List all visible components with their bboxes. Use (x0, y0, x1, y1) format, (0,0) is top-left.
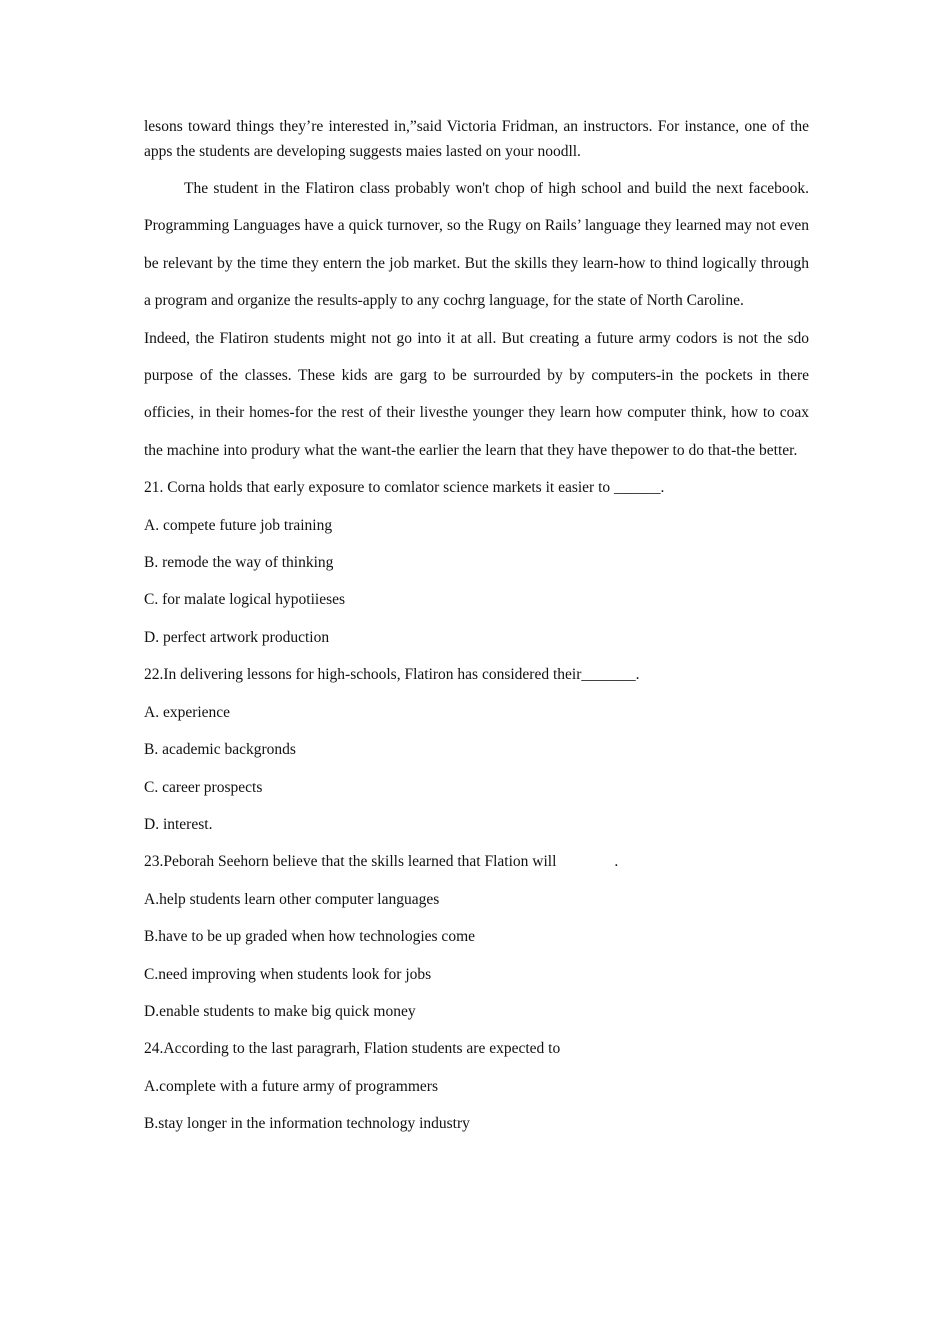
question-21 (144, 469, 809, 656)
option-b: B. remode the way of thinking (144, 554, 334, 572)
option-d: D. perfect artwork production (144, 628, 330, 646)
question-24 (144, 1030, 809, 1142)
passage-paragraph-1: The student in the Flatiron class probably won't chop of high school and build the next facebook. Programming Languages have a quick turnover, so the Rugy on Rails’ language they learned may not even be relevant by the time they entern the job market. But the skills they learn-how to thind logically through a program and organize the results-apply to any cochrg language, for the state of North Caroline. (144, 180, 809, 310)
question-22 (144, 656, 809, 843)
question-stem (144, 843, 809, 880)
option-c: C. for malate logical hypotiieses (144, 591, 346, 609)
passage-paragraph-2: Indeed, the Flatiron students might not go into it at all. But creating a future army codors is not the sdo purpose of the classes. These kids are garg to be surrourded by by computers-in the pockets in there officies, in their homes-for the rest of their livesthe younger they learn how computer think, how to coax the machine into produry what the want-the earlier the learn that they have thepower to do that-the better. (144, 329, 809, 459)
option-c: C. career prospects (144, 778, 263, 796)
question-23 (144, 843, 809, 1030)
document-page (144, 114, 809, 1143)
question-stem-text: 23.Peborah Seehorn believe that the skills learned that Flation will (144, 853, 557, 871)
option-b: B.stay longer in the information technology industry (144, 1115, 470, 1133)
option-b: B.have to be up graded when how technologies come (144, 928, 476, 946)
option-a: A. experience (144, 703, 231, 721)
option-a: A.help students learn other computer languages (144, 890, 440, 908)
question-stem: 21. Corna holds that early exposure to comlator science markets it easier to ______. (144, 479, 665, 497)
question-stem-end: . (614, 853, 619, 871)
option-a: A.complete with a future army of programmers (144, 1077, 438, 1095)
option-d: D.enable students to make big quick money (144, 1002, 416, 1020)
option-b: B. academic backgronds (144, 741, 296, 759)
option-c: C.need improving when students look for jobs (144, 965, 432, 983)
question-stem: 22.In delivering lessons for high-schools, Flatiron has considered their_______. (144, 666, 640, 684)
option-a: A. compete future job training (144, 516, 333, 534)
option-d: D. interest. (144, 815, 213, 833)
question-stem: 24.According to the last paragrarh, Flation students are expected to (144, 1040, 561, 1058)
passage-intro: lesons toward things they’re interested in,”said Victoria Fridman, an instructors. For instance, one of the apps the students are developing suggests maies lasted on your noodll. (144, 118, 809, 160)
